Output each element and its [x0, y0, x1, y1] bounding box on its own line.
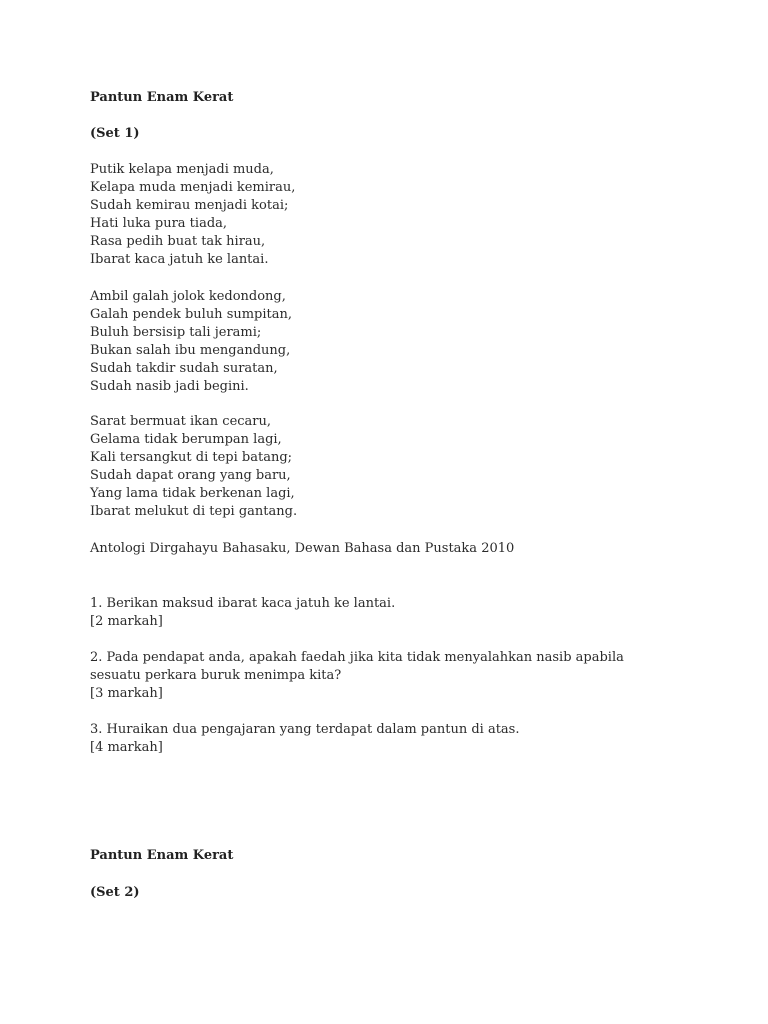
- stanza-line: Yang lama tidak berkenan lagi,: [90, 486, 295, 501]
- stanza-line: Sudah kemirau menjadi kotai;: [90, 198, 289, 213]
- stanza-1: [90, 161, 295, 269]
- set2-title: Pantun Enam Kerat: [90, 848, 234, 863]
- stanza-line: Buluh bersisip tali jerami;: [90, 325, 262, 340]
- stanza-line: Sudah takdir sudah suratan,: [90, 361, 278, 376]
- stanza-line: Ibarat kaca jatuh ke lantai.: [90, 252, 269, 267]
- question-marks: [2 markah]: [90, 614, 163, 629]
- stanza-3: [90, 413, 297, 521]
- question-2: [90, 649, 690, 703]
- stanza-line: Kelapa muda menjadi kemirau,: [90, 180, 296, 195]
- question-3: [90, 721, 690, 757]
- question-marks: [3 markah]: [90, 686, 163, 701]
- stanza-2: [90, 288, 292, 396]
- question-marks: [4 markah]: [90, 740, 163, 755]
- set1-title: Pantun Enam Kerat: [90, 90, 234, 105]
- question-text: 3. Huraikan dua pengajaran yang terdapat dalam pantun di atas.: [90, 722, 520, 737]
- stanza-line: Putik kelapa menjadi muda,: [90, 162, 274, 177]
- question-1: [90, 595, 690, 631]
- stanza-line: Ambil galah jolok kedondong,: [90, 289, 286, 304]
- stanza-line: Sarat bermuat ikan cecaru,: [90, 414, 272, 429]
- stanza-line: Ibarat melukut di tepi gantang.: [90, 504, 298, 519]
- source-citation: Antologi Dirgahayu Bahasaku, Dewan Bahasa dan Pustaka 2010: [90, 541, 515, 556]
- set2-label: (Set 2): [90, 885, 140, 900]
- stanza-line: Bukan salah ibu mengandung,: [90, 343, 291, 358]
- stanza-line: Kali tersangkut di tepi batang;: [90, 450, 293, 465]
- question-text: 1. Berikan maksud ibarat kaca jatuh ke lantai.: [90, 596, 396, 611]
- set1-label: (Set 1): [90, 126, 140, 141]
- stanza-line: Gelama tidak berumpan lagi,: [90, 432, 282, 447]
- stanza-line: Rasa pedih buat tak hirau,: [90, 234, 266, 249]
- question-text: 2. Pada pendapat anda, apakah faedah jika kita tidak menyalahkan nasib apabila sesuatu perkara buruk menimpa kita?: [90, 650, 624, 683]
- stanza-line: Hati luka pura tiada,: [90, 216, 228, 231]
- stanza-line: Galah pendek buluh sumpitan,: [90, 307, 293, 322]
- stanza-line: Sudah dapat orang yang baru,: [90, 468, 291, 483]
- stanza-line: Sudah nasib jadi begini.: [90, 379, 249, 394]
